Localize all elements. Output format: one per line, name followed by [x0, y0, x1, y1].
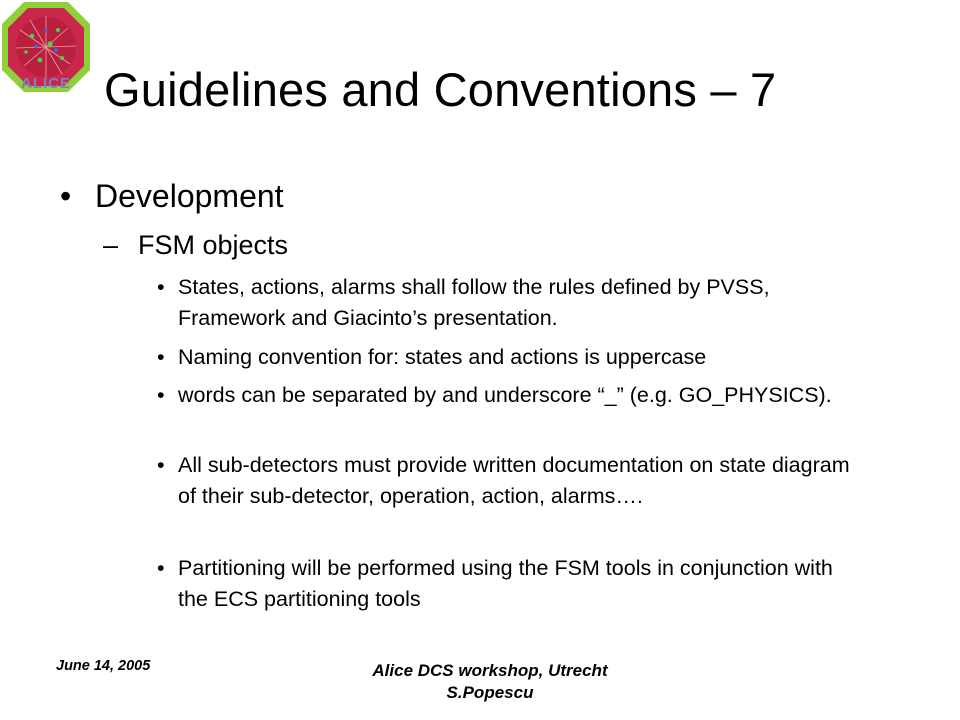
bullet-dot: • [157, 383, 165, 407]
bullet-item [157, 272, 857, 334]
bullet-item [157, 380, 857, 442]
bullet-dash: – [103, 230, 119, 260]
bullet-level1-text: Development [95, 178, 284, 214]
bullet-dot: • [157, 453, 165, 477]
bullet-item-text: Partitioning will be performed using the FSM tools in conjunction with the ECS partitioning tools [178, 556, 833, 611]
bullet-level2-text: FSM objects [138, 230, 289, 260]
slide-title: Guidelines and Conventions – 7 [104, 63, 777, 116]
footer-workshop: Alice DCS workshop, Utrecht [372, 661, 608, 680]
bullet-item [157, 342, 857, 373]
bullet-dot: • [157, 556, 165, 580]
bullet-item-text: All sub-detectors must provide written documentation on state diagram of their sub-detector, operation, action, alarms…. [178, 453, 850, 508]
footer-author: S.Popescu [446, 683, 534, 702]
bullet-item-text: words can be separated by and underscore “_” (e.g. GO_PHYSICS). [178, 383, 832, 407]
alice-logo-icon [0, 0, 92, 96]
bullet-dot: • [157, 345, 165, 369]
bullet-dot: • [60, 178, 72, 214]
alice-logo-text: ALICE [21, 75, 71, 92]
bullet-item-text: Naming convention for: states and actions is uppercase [178, 345, 707, 369]
footer-credit [330, 660, 650, 704]
bullet-item-text: States, actions, alarms shall follow the rules defined by PVSS, Framework and Giacinto’s presentation. [178, 275, 770, 330]
bullet-dot: • [157, 275, 165, 299]
footer-date: June 14, 2005 [56, 658, 151, 674]
bullet-item [157, 450, 857, 543]
alice-logo [0, 0, 92, 96]
bullet-item [157, 553, 857, 615]
